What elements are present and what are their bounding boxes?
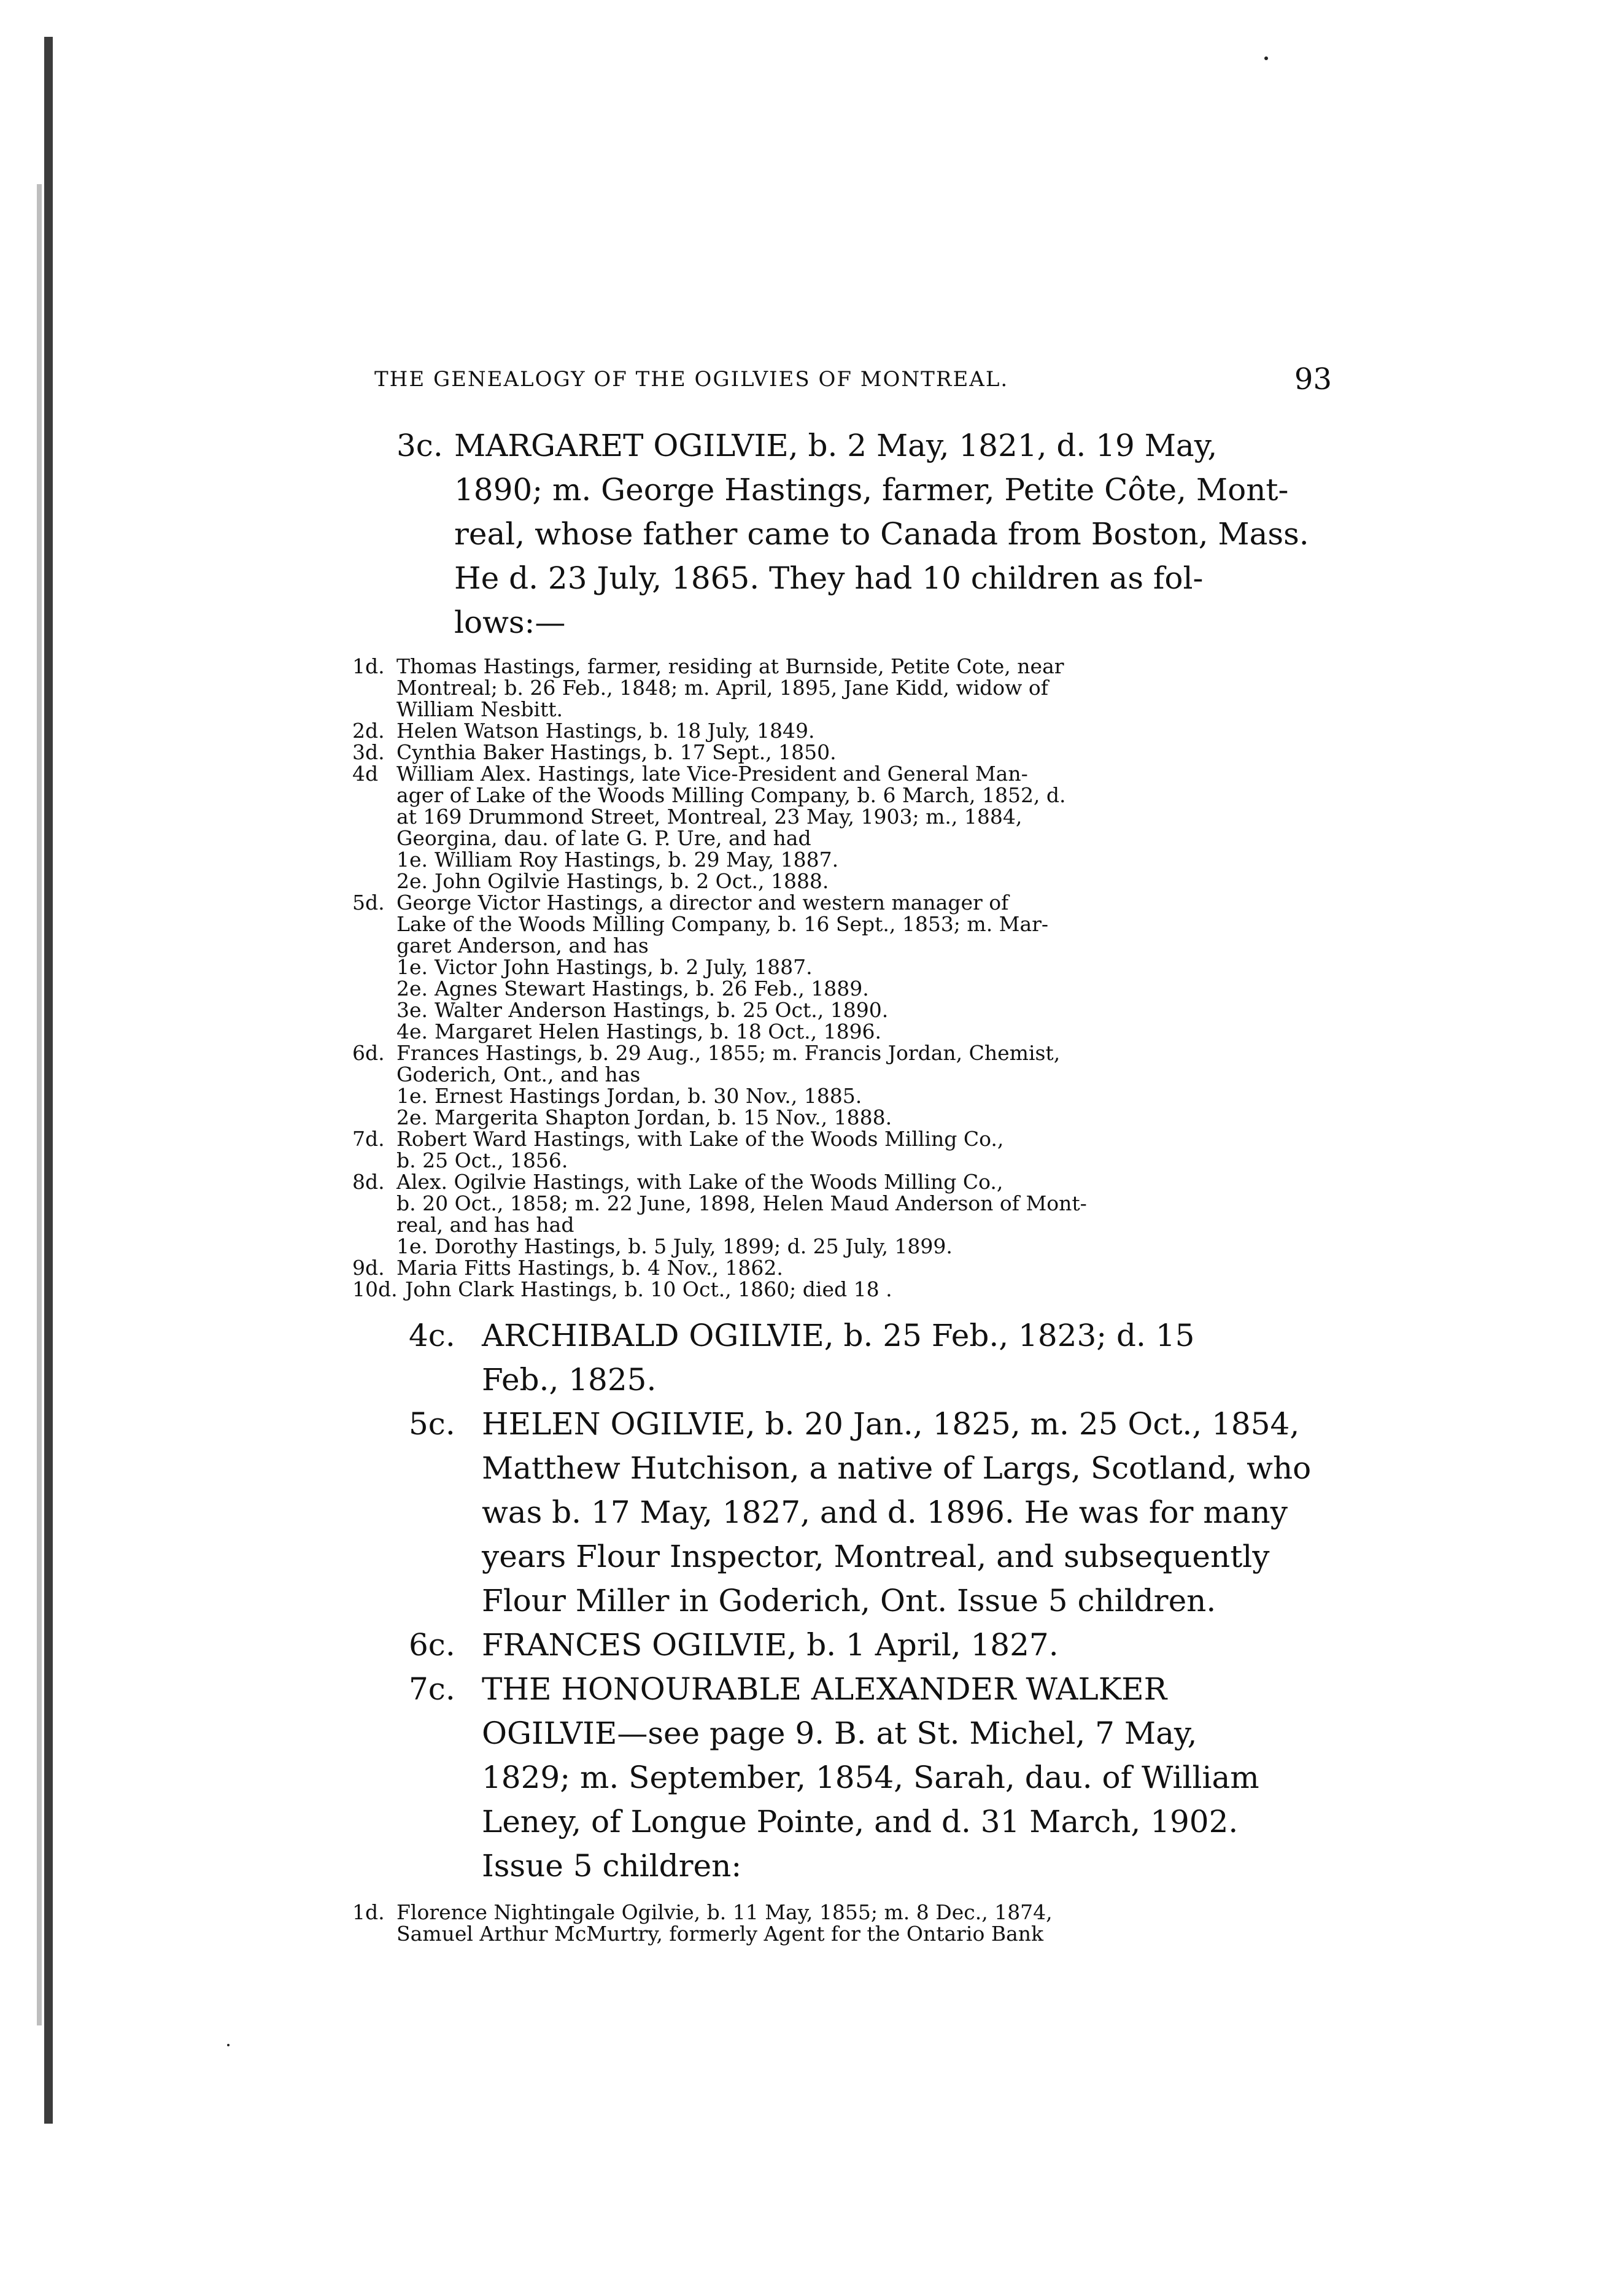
entry-line: ARCHIBALD OGILVIE, b. 25 Feb., 1823; d. 15: [482, 1318, 1195, 1353]
grandchild-entry: [374, 870, 1320, 892]
entry-3c: [374, 424, 1320, 644]
running-title: THE GENEALOGY OF THE OGILVIES OF MONTREAL.: [374, 367, 1009, 392]
grandchild-entry: [374, 849, 1320, 870]
entry-line: Feb., 1825.: [482, 1362, 657, 1398]
binding-edge: [44, 37, 53, 2124]
scan-speck: [227, 2044, 230, 2046]
child-number: 9d.: [352, 1256, 385, 1280]
entry: [374, 1313, 1320, 1402]
child-entry: [352, 656, 1320, 720]
child-number: 10d.: [352, 1277, 398, 1301]
grandchild-number: 4e.: [396, 1019, 428, 1043]
child-number: 4d: [352, 762, 379, 786]
child-line: Frances Hastings, b. 29 Aug., 1855; m. Francis Jordan, Chemist,: [396, 1041, 1061, 1065]
entry-line: OGILVIE—see page 9. B. at St. Michel, 7 May,: [482, 1715, 1197, 1751]
entry-line: years Flour Inspector, Montreal, and subsequently: [482, 1539, 1270, 1574]
child-line: Thomas Hastings, farmer, residing at Burnside, Petite Cote, near: [396, 654, 1064, 678]
entry-line: lows:—: [454, 605, 566, 640]
child-line: real, and has had: [396, 1213, 574, 1237]
child-number: 1d.: [352, 654, 385, 678]
entry: [374, 424, 1320, 644]
entry-line: Issue 5 children:: [482, 1848, 742, 1884]
scan-speck: [1264, 56, 1268, 60]
child-line: John Clark Hastings, b. 10 Oct., 1860; died 18 .: [405, 1277, 892, 1301]
child-entry: [352, 1171, 1320, 1257]
grandchild-text: Ernest Hastings Jordan, b. 30 Nov., 1885.: [435, 1084, 862, 1108]
child-number: 1d.: [352, 1900, 385, 1924]
child-line: Maria Fitts Hastings, b. 4 Nov., 1862.: [396, 1256, 783, 1280]
grandchild-number: 1e.: [396, 1234, 428, 1258]
grandchild-number: 1e.: [396, 955, 428, 979]
entry-number: 7c.: [409, 1671, 455, 1707]
entry-line: He d. 23 July, 1865. They had 10 children as fol-: [454, 560, 1204, 596]
entry-line: was b. 17 May, 1827, and d. 1896. He was for many: [482, 1495, 1288, 1530]
entry-line: 1890; m. George Hastings, farmer, Petite Côte, Mont-: [454, 472, 1289, 508]
entry-line: Leney, of Longue Pointe, and d. 31 March, 1902.: [482, 1804, 1239, 1839]
child-line: Montreal; b. 26 Feb., 1848; m. April, 1895, Jane Kidd, widow of: [396, 676, 1048, 700]
entry-number: 3c.: [396, 428, 443, 463]
child-line: Samuel Arthur McMurtry, formerly Agent for the Ontario Bank: [396, 1922, 1044, 1946]
page-number: 93: [1294, 362, 1332, 396]
child-line: William Nesbitt.: [396, 697, 563, 721]
entry-number: 5c.: [409, 1406, 455, 1442]
entry: [374, 1623, 1320, 1667]
entries-4c-7c: [374, 1313, 1320, 1888]
grandchild-entry: [374, 1236, 1320, 1257]
child-line: Georgina, dau. of late G. P. Ure, and had: [396, 826, 811, 850]
grandchild-text: William Roy Hastings, b. 29 May, 1887.: [435, 848, 839, 872]
page-header: [374, 362, 1332, 399]
child-number: 2d.: [352, 719, 385, 743]
child-line: Robert Ward Hastings, with Lake of the Woods Milling Co.,: [396, 1127, 1004, 1151]
entry-line: THE HONOURABLE ALEXANDER WALKER: [482, 1671, 1167, 1707]
grandchild-entry: [374, 978, 1320, 999]
entry-number: 6c.: [409, 1627, 455, 1663]
children-list-3c: [352, 656, 1320, 1300]
child-line: Cynthia Baker Hastings, b. 17 Sept., 1850.: [396, 740, 837, 764]
grandchild-text: Walter Anderson Hastings, b. 25 Oct., 1890.: [435, 998, 889, 1022]
grandchild-text: John Ogilvie Hastings, b. 2 Oct., 1888.: [435, 869, 829, 893]
child-line: William Alex. Hastings, late Vice-President and General Man-: [396, 762, 1028, 786]
child-entry: [352, 763, 1320, 892]
child-line: at 169 Drummond Street, Montreal, 23 May, 1903; m., 1884,: [396, 805, 1023, 829]
grandchild-entry: [374, 956, 1320, 978]
grandchild-number: 3e.: [396, 998, 428, 1022]
entry-text: [454, 424, 1320, 644]
grandchild-entry: [374, 1085, 1320, 1107]
grandchild-text: Agnes Stewart Hastings, b. 26 Feb., 1889.: [435, 977, 869, 1000]
entry: [374, 1402, 1320, 1623]
child-entry: [352, 1128, 1320, 1171]
grandchild-number: 2e.: [396, 1105, 428, 1129]
child-line: garet Anderson, and has: [396, 934, 649, 957]
child-line: Florence Nightingale Ogilvie, b. 11 May, 1855; m. 8 Dec., 1874,: [396, 1900, 1053, 1924]
grandchild-text: Dorothy Hastings, b. 5 July, 1899; d. 25 July, 1899.: [435, 1234, 953, 1258]
entry-line: HELEN OGILVIE, b. 20 Jan., 1825, m. 25 Oct., 1854,: [482, 1406, 1300, 1442]
child-line: Goderich, Ont., and has: [396, 1062, 641, 1086]
child-line: Alex. Ogilvie Hastings, with Lake of the Woods Milling Co.,: [396, 1170, 1003, 1194]
grandchild-text: Margaret Helen Hastings, b. 18 Oct., 1896.: [435, 1019, 882, 1043]
child-entry: [352, 1257, 1320, 1278]
grandchild-entry: [374, 1021, 1320, 1042]
child-entry: [352, 720, 1320, 741]
child-entry: [352, 892, 1320, 1042]
children-list-7c: [352, 1901, 1320, 1944]
grandchild-entry: [374, 999, 1320, 1021]
grandchild-number: 1e.: [396, 848, 428, 872]
entry: [374, 1667, 1320, 1888]
child-line: George Victor Hastings, a director and western manager of: [396, 891, 1009, 915]
entry-line: Matthew Hutchison, a native of Largs, Scotland, who: [482, 1450, 1312, 1486]
child-entry: [352, 1042, 1320, 1128]
child-number: 8d.: [352, 1170, 385, 1194]
entry-line: Flour Miller in Goderich, Ont. Issue 5 children.: [482, 1583, 1216, 1619]
child-line: ager of Lake of the Woods Milling Company, b. 6 March, 1852, d.: [396, 783, 1066, 807]
entry-number: 4c.: [409, 1318, 455, 1353]
grandchild-number: 1e.: [396, 1084, 428, 1108]
entry-line: 1829; m. September, 1854, Sarah, dau. of William: [482, 1760, 1259, 1795]
grandchild-text: Margerita Shapton Jordan, b. 15 Nov., 1888.: [435, 1105, 892, 1129]
child-entry: [352, 1278, 1320, 1300]
child-line: b. 20 Oct., 1858; m. 22 June, 1898, Helen Maud Anderson of Mont-: [396, 1191, 1087, 1215]
child-line: Helen Watson Hastings, b. 18 July, 1849.: [396, 719, 815, 743]
child-number: 6d.: [352, 1041, 385, 1065]
grandchild-number: 2e.: [396, 977, 428, 1000]
child-entry: [352, 1901, 1320, 1944]
child-number: 7d.: [352, 1127, 385, 1151]
entry-line: FRANCES OGILVIE, b. 1 April, 1827.: [482, 1627, 1059, 1663]
grandchild-entry: [374, 1107, 1320, 1128]
entry-line: real, whose father came to Canada from Boston, Mass.: [454, 516, 1309, 552]
grandchild-text: Victor John Hastings, b. 2 July, 1887.: [435, 955, 813, 979]
child-number: 5d.: [352, 891, 385, 915]
child-line: b. 25 Oct., 1856.: [396, 1148, 568, 1172]
grandchild-number: 2e.: [396, 869, 428, 893]
binding-shadow: [37, 184, 42, 2025]
page-content: [352, 424, 1320, 1946]
child-line: Lake of the Woods Milling Company, b. 16 Sept., 1853; m. Mar-: [396, 912, 1049, 936]
entry-line: MARGARET OGILVIE, b. 2 May, 1821, d. 19 May,: [454, 428, 1218, 463]
child-number: 3d.: [352, 740, 385, 764]
child-entry: [352, 741, 1320, 763]
